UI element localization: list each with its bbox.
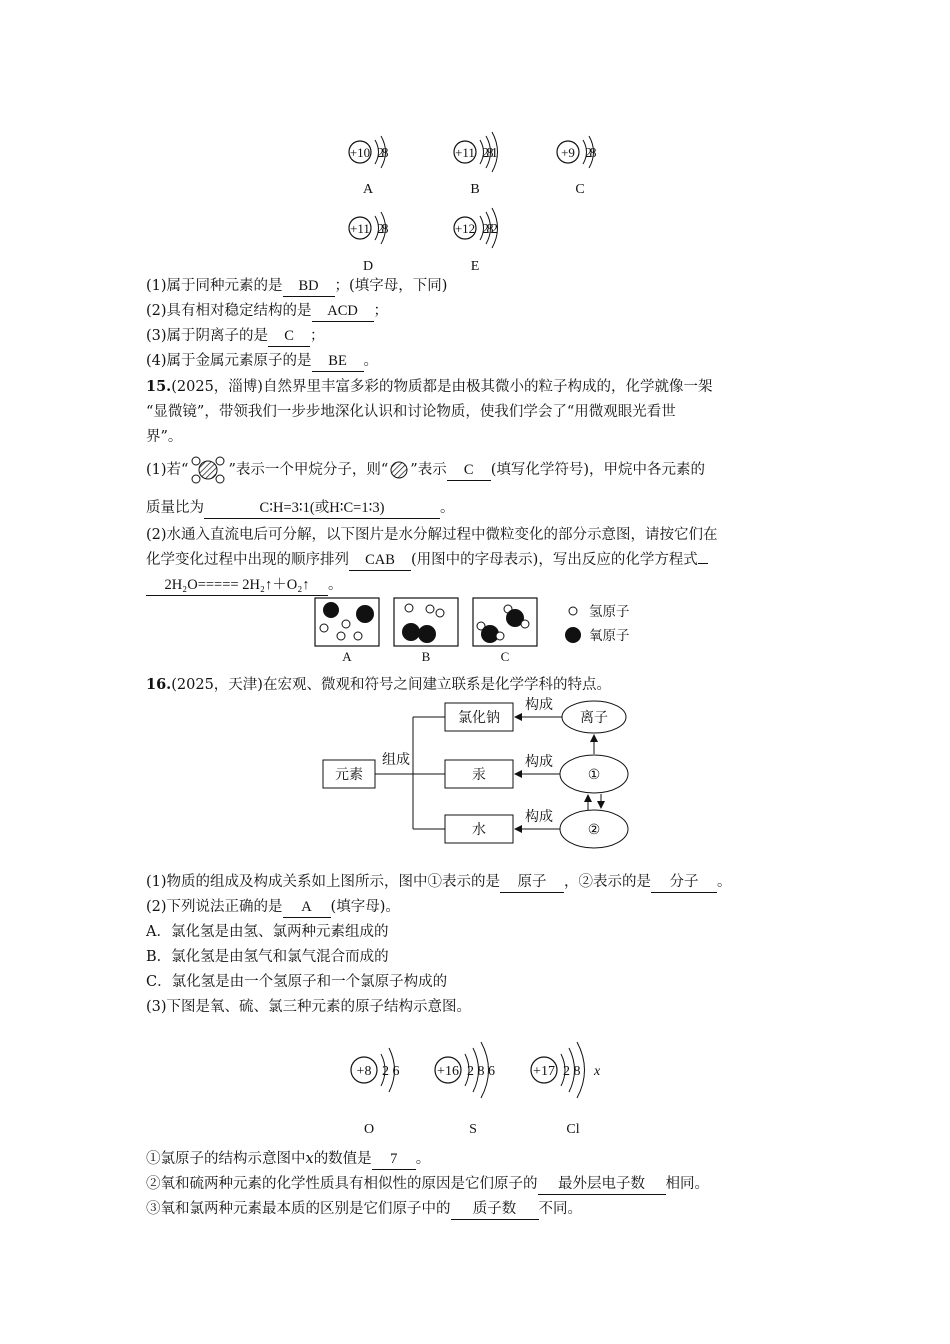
particle1-label: ① [587,768,601,783]
svg-text:+17: +17 [533,1064,555,1079]
atom-d-label: D [362,259,374,274]
q16-part2: (2)下列说法正确的是 A (填字母)。 [146,897,400,918]
atom-b-nucleus: +11 [455,145,475,160]
atom-s-diagram [435,1042,495,1098]
q15-part1-line2: 质量比为 C∶H=3∶1(或H∶C=1∶3) 。 [146,498,455,519]
svg-text:2 6: 2 6 [382,1064,400,1079]
question-number: 16. [146,676,172,693]
q14-part3: (3)属于阴离子的是 C ； [146,326,325,347]
water-decomposition-diagram [312,596,652,666]
mercury-label: 汞 [472,768,486,783]
atom-c-label: C [575,182,585,197]
atom-b-diagram [454,132,498,172]
atom-e-nucleus: +12 [454,221,476,236]
q16-option-b: B．氯化氢是由氢气和氯气混合而成的 [146,949,389,965]
answer-blank: 7 [372,1149,416,1170]
legend-oxygen: 氧原子 [589,628,630,643]
atom-o-diagram [351,1048,400,1092]
answer-blank: BE [312,351,364,372]
atom-s-label: S [469,1122,477,1137]
q14-part1: (1)属于同种元素的是 BD ；(填字母，下同) [146,276,447,297]
svg-text:+8: +8 [356,1064,372,1079]
q14-part4: (4)属于金属元素原子的是 BE 。 [146,351,378,372]
atom-structure-diagrams-q14 [330,120,630,280]
q15-part1-line1: (1)若“ ”表示一个甲烷分子，则“ ”表示 C (填写化学符号)，甲烷中各元素的 [146,456,705,484]
q16-sub1: ①氯原子的结构示意图中x的数值是 7 。 [146,1149,430,1170]
answer-blank: 原子 [500,872,564,893]
make-label-1: 构成 [525,698,553,713]
answer-blank: C [268,326,310,347]
answer-blank: CAB [349,550,411,571]
answer-blank: ACD [312,301,374,322]
q14-part2: (2)具有相对稳定结构的是 ACD ； [146,301,388,322]
atom-c-nucleus: +9 [561,145,575,160]
atom-a-nucleus: +10 [349,145,371,160]
atom-d-diagram [349,212,389,244]
atom-d-nucleus: +11 [350,221,370,236]
q16-option-a: A．氯化氢是由氢、氯两种元素组成的 [146,924,389,940]
answer-blank: BD [283,276,335,297]
q15-part2-line2: 化学变化过程中出现的顺序排列 CAB (用图中的字母表示)，写出反应的化学方程式 [146,550,708,571]
make-label-2: 构成 [525,755,553,770]
answer-blank: 最外层电子数 [538,1174,666,1195]
atom-e-shells: 2 8 2 [482,222,495,237]
q16-option-c: C．氯化氢是由一个氢原子和一个氯原子构成的 [146,974,448,990]
element-label: 元素 [335,768,363,783]
atom-cl-label: Cl [566,1122,580,1137]
atom-a-diagram [349,136,389,168]
q16-intro: 16.(2025，天津)在宏观、微观和符号之间建立联系是化学学科的特点。 [146,676,611,693]
answer-blank: C [447,460,491,481]
carbon-atom-icon [388,459,410,481]
svg-text:+16: +16 [437,1064,459,1079]
answer-blank: 分子 [651,872,717,893]
answer-blank: 质子数 [451,1199,539,1220]
atom-c-diagram [557,136,597,168]
legend-hydrogen: 氢原子 [589,604,630,619]
answer-blank: C∶H=3∶1(或H∶C=1∶3) [204,498,440,519]
box-a-label: A [342,649,352,664]
composition-relationship-diagram [318,692,638,857]
q16-sub3: ③氧和氯两种元素最本质的区别是它们原子中的 质子数 不同。 [146,1199,582,1220]
atom-a-label: A [362,182,374,197]
particle2-label: ② [587,823,601,838]
box-c-label: C [500,649,510,664]
q15-part2-line3: 2H₂O===== 2H₂↑＋O₂↑ 。 [146,575,343,596]
svg-text:x: x [594,1064,601,1079]
ion-label: 离子 [580,711,608,726]
water-label: 水 [472,823,486,838]
svg-text:2 8: 2 8 [563,1064,581,1079]
compose-label: 组成 [382,753,410,768]
atom-e-diagram [454,208,498,248]
atom-a-shells: 2 8 [377,146,386,161]
box-b-label: B [421,649,431,664]
question-number: 15. [146,378,172,395]
q16-part3: (3)下图是氧、硫、氯三种元素的原子结构示意图。 [146,999,472,1015]
atom-o-label: O [363,1122,375,1137]
atom-d-shells: 2 8 [377,222,386,237]
q16-part1: (1)物质的组成及构成关系如上图所示，图中①表示的是 原子 ，②表示的是 分子 。 [146,872,732,893]
q15-intro-line3: 界”。 [146,429,183,445]
svg-text:2 8 6: 2 8 6 [467,1064,495,1079]
answer-blank: A [283,897,331,918]
chemical-equation-answer: 2H₂O===== 2H₂↑＋O₂↑ [146,575,328,596]
atom-cl-diagram [531,1042,601,1098]
q15-intro-line2: “显微镜”，带领我们一步步地深化认识和讨论物质，使我们学会了“用微观眼光看世 [146,404,676,420]
atom-structure-diagrams-q16 [336,1030,626,1140]
answer-blank-start [698,563,708,564]
atom-b-shells: 2 8 1 [482,146,495,161]
methane-molecule-icon [188,456,228,484]
make-label-3: 构成 [525,810,553,825]
q15-intro-line1: 15.(2025，淄博)自然界里丰富多彩的物质都是由极其微小的粒子构成的，化学就像一架 [146,378,713,395]
q15-part2-line1: (2)水通入直流电后可分解，以下图片是水分解过程中微粒变化的部分示意图，请按它们在 [146,527,718,543]
atom-c-shells: 2 8 [585,146,594,161]
atom-e-label: E [470,259,480,274]
nacl-label: 氯化钠 [458,711,500,726]
q16-sub2: ②氧和硫两种元素的化学性质具有相似性的原因是它们原子的 最外层电子数 相同。 [146,1174,709,1195]
atom-b-label: B [470,182,480,197]
